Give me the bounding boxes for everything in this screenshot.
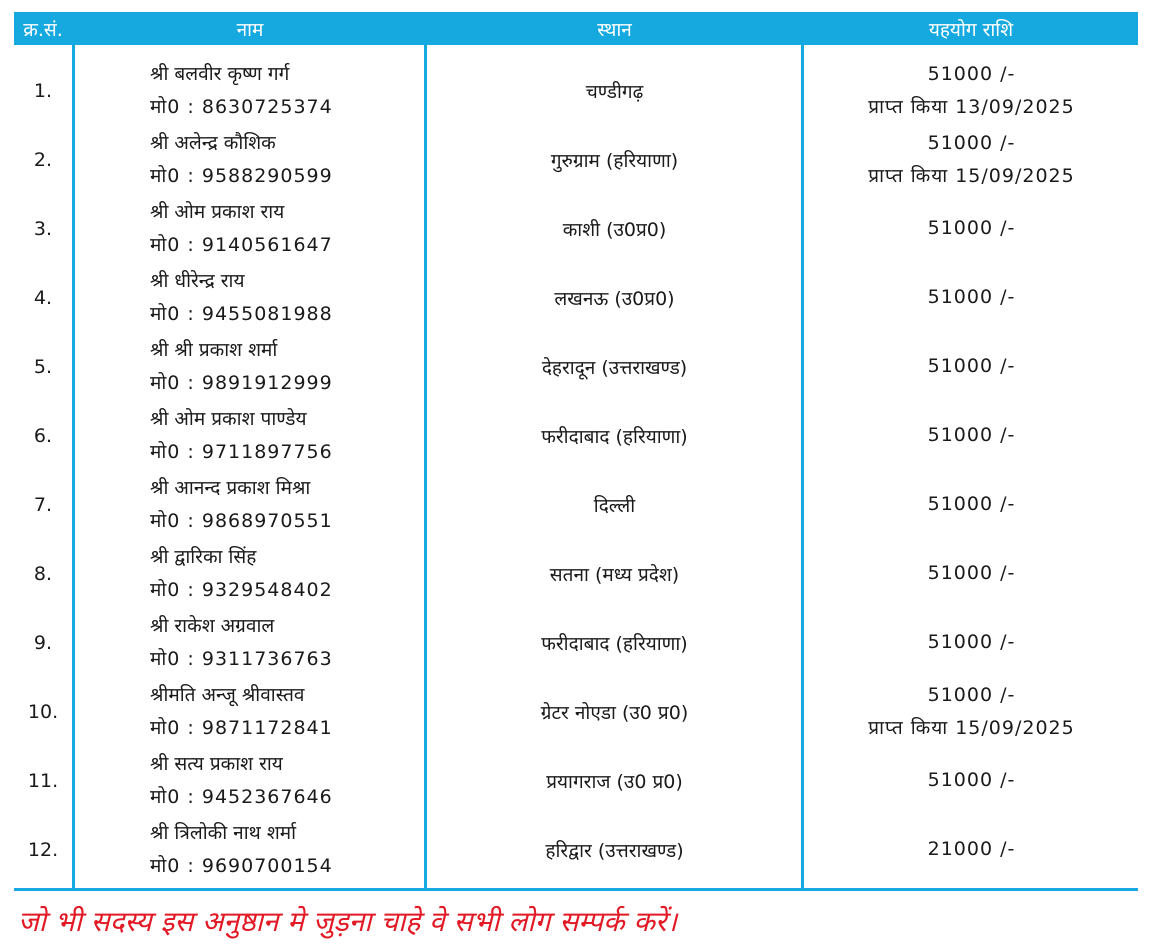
header-amount: यहयोग राशि bbox=[804, 12, 1138, 45]
table-row bbox=[14, 746, 1138, 815]
member-name: श्री ओम प्रकाश पाण्डेय bbox=[150, 407, 307, 430]
table-row bbox=[14, 401, 1138, 470]
row-received-note: प्राप्त किया 15/09/2025 bbox=[868, 164, 1075, 187]
table-row bbox=[14, 56, 1138, 125]
row-name-cell bbox=[76, 677, 424, 746]
row-amount: 51000 /- bbox=[927, 62, 1016, 85]
row-amount: 51000 /- bbox=[927, 493, 1016, 515]
row-serial: 1. bbox=[33, 79, 53, 102]
row-name-cell bbox=[76, 539, 424, 608]
member-phone: मो0 : 9891912999 bbox=[150, 371, 333, 394]
row-amount: 51000 /- bbox=[927, 131, 1016, 154]
row-amount-cell bbox=[805, 401, 1138, 470]
row-amount: 21000 /- bbox=[927, 838, 1016, 860]
row-amount: 51000 /- bbox=[927, 286, 1016, 308]
row-amount-cell bbox=[805, 677, 1138, 746]
member-name: श्री बलवीर कृष्ण गर्ग bbox=[150, 62, 290, 85]
row-serial: 3. bbox=[33, 217, 53, 240]
row-serial: 12. bbox=[27, 838, 59, 861]
row-place: हरिद्वार (उत्तराखण्ड) bbox=[545, 839, 684, 862]
row-serial: 8. bbox=[33, 562, 53, 585]
row-amount: 51000 /- bbox=[927, 355, 1016, 377]
row-name-cell bbox=[76, 332, 424, 401]
member-name: श्री आनन्द प्रकाश मिश्रा bbox=[150, 476, 311, 499]
row-amount-cell bbox=[805, 332, 1138, 401]
row-serial: 2. bbox=[33, 148, 53, 171]
table-row bbox=[14, 539, 1138, 608]
row-place: फरीदाबाद (हरियाणा) bbox=[541, 632, 688, 655]
member-phone: मो0 : 9868970551 bbox=[150, 509, 333, 532]
row-place: सतना (मध्य प्रदेश) bbox=[549, 563, 680, 586]
row-name-cell bbox=[76, 608, 424, 677]
row-amount: 51000 /- bbox=[927, 217, 1016, 239]
table-row bbox=[14, 677, 1138, 746]
member-phone: मो0 : 9588290599 bbox=[150, 164, 333, 187]
member-name: श्री श्री प्रकाश शर्मा bbox=[150, 338, 278, 361]
member-phone: मो0 : 9871172841 bbox=[150, 716, 333, 739]
header-place: स्थान bbox=[427, 12, 802, 45]
table-row bbox=[14, 470, 1138, 539]
member-phone: मो0 : 9452367646 bbox=[150, 785, 333, 808]
row-name-cell bbox=[76, 815, 424, 884]
table-row bbox=[14, 263, 1138, 332]
row-name-cell bbox=[76, 194, 424, 263]
row-serial: 4. bbox=[33, 286, 53, 309]
row-name-cell bbox=[76, 401, 424, 470]
member-name: श्री ओम प्रकाश राय bbox=[150, 200, 285, 223]
row-amount: 51000 /- bbox=[927, 631, 1016, 653]
row-name-cell bbox=[76, 470, 424, 539]
footer-notice: जो भी सदस्य इस अनुष्ठान मे जुड़ना चाहे वे सभी लोग सम्पर्क करें। bbox=[18, 905, 678, 938]
row-amount-cell bbox=[805, 746, 1138, 815]
contribution-table bbox=[14, 12, 1138, 892]
table-row bbox=[14, 125, 1138, 194]
row-name-cell bbox=[76, 746, 424, 815]
table-row bbox=[14, 332, 1138, 401]
row-amount: 51000 /- bbox=[927, 424, 1016, 446]
row-amount-cell bbox=[805, 608, 1138, 677]
row-amount-cell bbox=[805, 470, 1138, 539]
row-received-note: प्राप्त किया 15/09/2025 bbox=[868, 716, 1075, 739]
member-phone: मो0 : 9711897756 bbox=[150, 440, 333, 463]
member-name: श्री सत्य प्रकाश राय bbox=[150, 752, 283, 775]
row-serial: 5. bbox=[33, 355, 53, 378]
row-place: गुरुग्राम (हरियाणा) bbox=[550, 149, 679, 172]
table-bottom-border bbox=[14, 888, 1138, 891]
row-serial: 10. bbox=[27, 700, 59, 723]
member-phone: मो0 : 9455081988 bbox=[150, 302, 333, 325]
row-amount-cell bbox=[805, 194, 1138, 263]
row-serial: 11. bbox=[27, 769, 59, 792]
row-amount-cell bbox=[805, 56, 1138, 125]
row-amount-cell bbox=[805, 539, 1138, 608]
row-serial: 9. bbox=[33, 631, 53, 654]
member-name: श्री राकेश अग्रवाल bbox=[150, 614, 275, 637]
row-amount-cell bbox=[805, 263, 1138, 332]
row-place: ग्रेटर नोएडा (उ0 प्र0) bbox=[540, 701, 689, 724]
row-place: दिल्ली bbox=[593, 494, 636, 517]
member-name: श्री धीरेन्द्र राय bbox=[150, 269, 245, 292]
member-name: श्री द्वारिका सिंह bbox=[150, 545, 257, 568]
row-serial: 7. bbox=[33, 493, 53, 516]
header-name: नाम bbox=[75, 12, 425, 45]
row-amount-cell bbox=[805, 125, 1138, 194]
row-amount: 51000 /- bbox=[927, 683, 1016, 706]
header-serial: क्र.सं. bbox=[14, 12, 72, 45]
row-place: फरीदाबाद (हरियाणा) bbox=[541, 425, 688, 448]
row-serial: 6. bbox=[33, 424, 53, 447]
table-row bbox=[14, 815, 1138, 884]
member-phone: मो0 : 9311736763 bbox=[150, 647, 333, 670]
member-phone: मो0 : 8630725374 bbox=[150, 95, 333, 118]
row-amount-cell bbox=[805, 815, 1138, 884]
member-name: श्री त्रिलोकी नाथ शर्मा bbox=[150, 821, 297, 844]
row-name-cell bbox=[76, 125, 424, 194]
row-place: काशी (उ0प्र0) bbox=[562, 218, 667, 241]
table-row bbox=[14, 608, 1138, 677]
member-name: श्री अलेन्द्र कौशिक bbox=[150, 131, 276, 154]
member-phone: मो0 : 9140561647 bbox=[150, 233, 333, 256]
table-row bbox=[14, 194, 1138, 263]
row-place: चण्डीगढ़ bbox=[585, 80, 644, 103]
row-place: देहरादून (उत्तराखण्ड) bbox=[541, 356, 688, 379]
member-phone: मो0 : 9329548402 bbox=[150, 578, 333, 601]
row-amount: 51000 /- bbox=[927, 769, 1016, 791]
row-place: प्रयागराज (उ0 प्र0) bbox=[546, 770, 683, 793]
member-phone: मो0 : 9690700154 bbox=[150, 854, 333, 877]
member-name: श्रीमति अन्जू श्रीवास्तव bbox=[150, 683, 305, 706]
row-received-note: प्राप्त किया 13/09/2025 bbox=[868, 95, 1075, 118]
row-place: लखनऊ (उ0प्र0) bbox=[554, 287, 675, 310]
row-name-cell bbox=[76, 263, 424, 332]
row-amount: 51000 /- bbox=[927, 562, 1016, 584]
row-name-cell bbox=[76, 56, 424, 125]
